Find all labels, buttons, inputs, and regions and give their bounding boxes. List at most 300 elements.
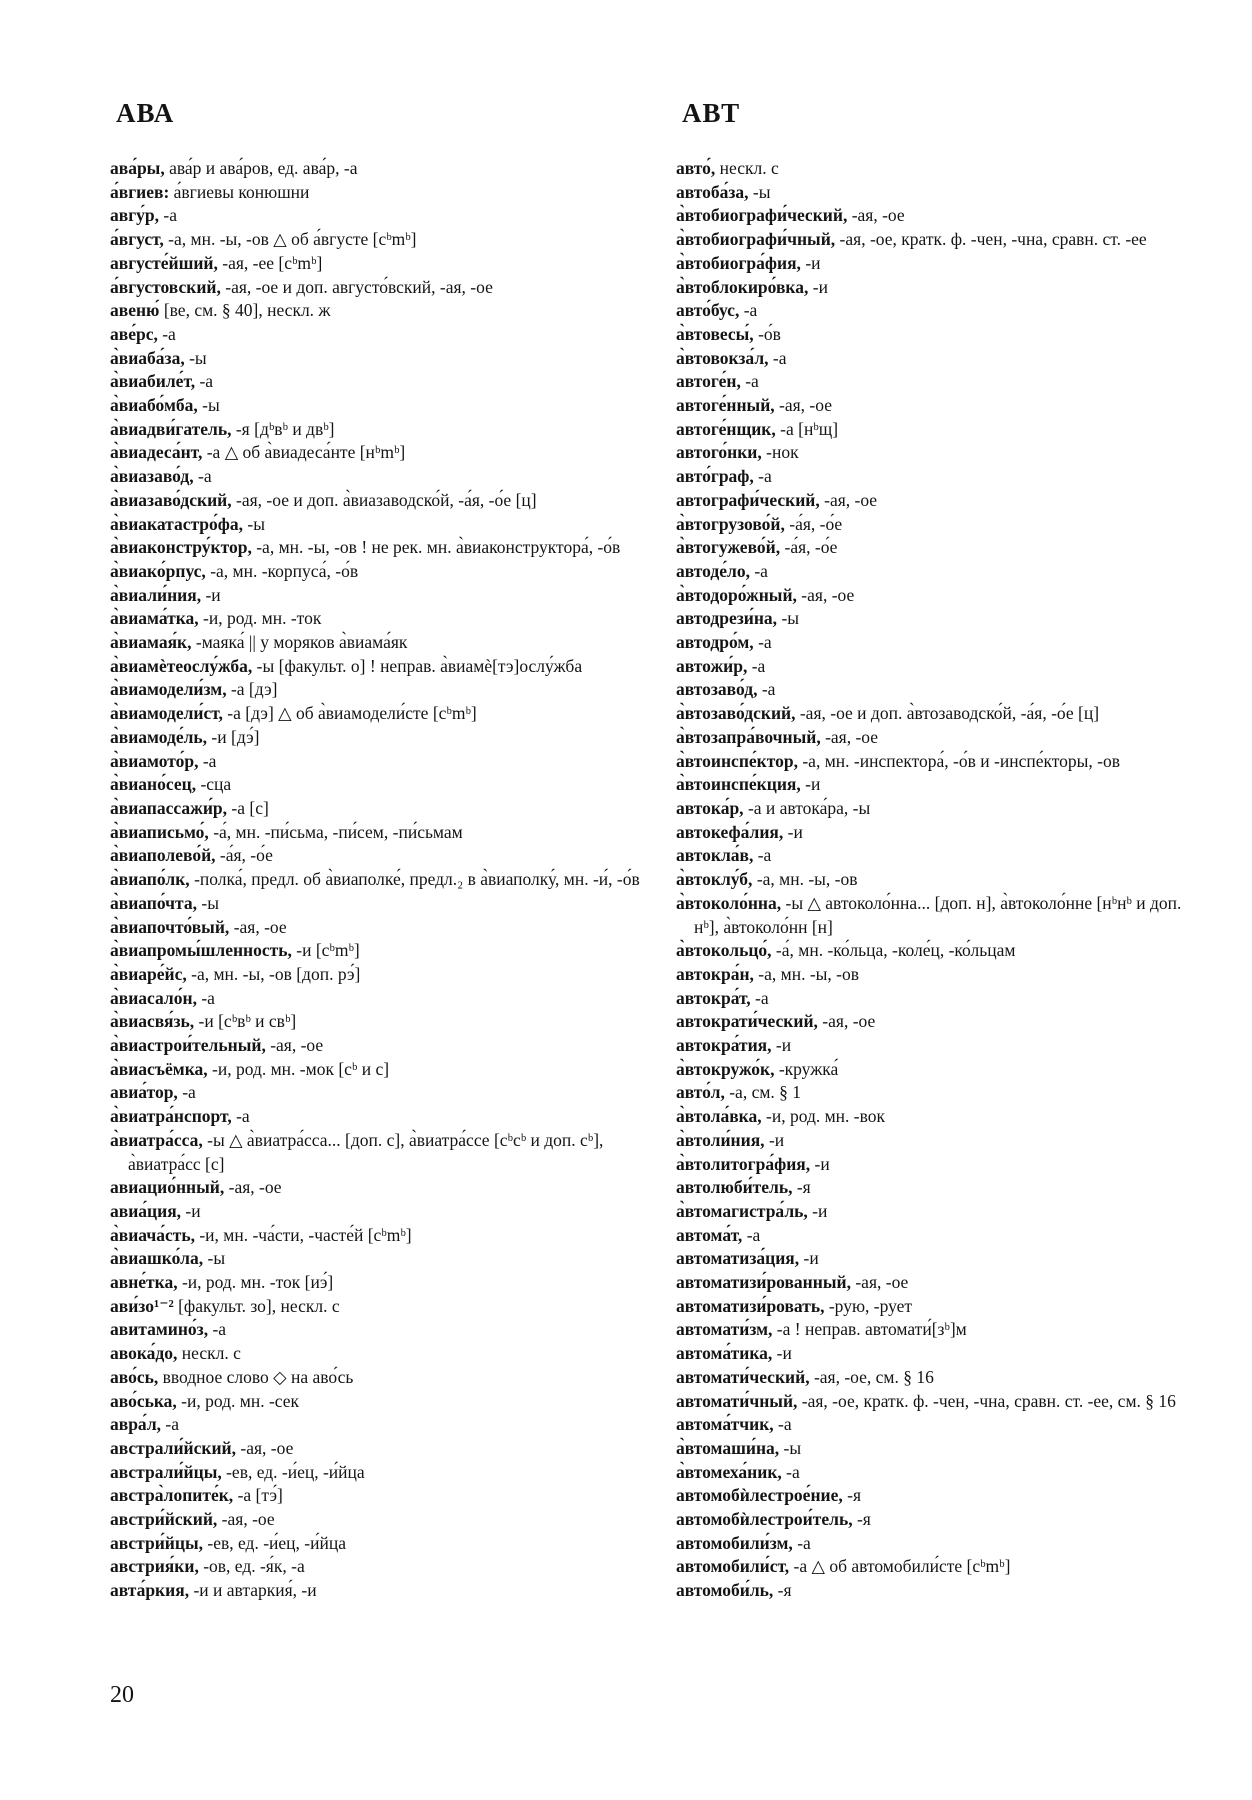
dictionary-entry <box>110 868 640 892</box>
entry-headword: авока́до, <box>110 1343 178 1364</box>
entry-definition: -а [дэ] △ об а̀виамодели́сте [cᵇmᵇ] <box>222 703 477 724</box>
entry-definition: -ы <box>197 892 219 913</box>
entry-headword: а̀втовокза́л, <box>676 347 769 368</box>
page-header-right: АВТ <box>682 98 741 128</box>
entry-definition: -ая, -ое, кратк. ф. -чен, -чна, сравн. ст. -ее, см. § 16 <box>797 1390 1176 1411</box>
dictionary-entry <box>676 1413 1208 1437</box>
entry-definition: -а <box>781 1461 800 1482</box>
dictionary-entry <box>110 987 640 1011</box>
entry-definition: -и и автаркия́, -и <box>189 1580 317 1601</box>
dictionary-entry <box>110 370 640 394</box>
entry-headword: а̀втоли́ния, <box>676 1129 765 1150</box>
entry-headword: а̀втобиографи́ческий, <box>676 205 848 226</box>
dictionary-entry <box>676 513 1208 537</box>
dictionary-entry <box>676 1129 1208 1153</box>
dictionary-entry <box>110 1010 640 1034</box>
entry-definition: -и <box>807 1200 828 1221</box>
entry-headword: австри́йцы, <box>110 1532 204 1553</box>
entry-definition: -а́я, -о́е <box>215 845 273 866</box>
entry-headword: автодрези́на, <box>676 608 778 629</box>
entry-definition: -а, мн. -ы, -ов <box>753 963 859 984</box>
dictionary-entry <box>676 1484 1208 1508</box>
entry-definition: -ая, -ое, см. § 16 <box>809 1366 934 1387</box>
entry-definition: -я <box>842 1485 862 1506</box>
entry-headword: автоба́за, <box>676 181 749 202</box>
entry-definition: -ая, -ое <box>774 395 832 416</box>
entry-headword: а̀виабо́мба, <box>110 395 198 416</box>
dictionary-entry <box>110 678 640 702</box>
entry-definition: -и <box>772 1343 792 1364</box>
entry-headword: а̀виапассажи́р, <box>110 797 228 818</box>
entry-definition: -ая, -ое и доп. а̀виазаводско́й, -а́я, -о́е [ц] <box>231 489 537 510</box>
entry-headword: а̀виапочто́вый, <box>110 916 230 937</box>
entry-definition: -а <box>773 1414 792 1435</box>
entry-headword: автока́р, <box>676 797 744 818</box>
entry-definition: -ев, ед. -и́ец, -и́йца <box>221 1461 365 1482</box>
entry-headword: а̀виасъёмка, <box>110 1058 208 1079</box>
dictionary-entry <box>676 276 1208 300</box>
entry-headword: а̀виапо́лк, <box>110 869 190 890</box>
entry-definition: -а △ об а̀виадеса́нте [нᵇmᵇ] <box>202 442 406 463</box>
dictionary-entry <box>110 1484 640 1508</box>
dictionary-entry <box>676 584 1208 608</box>
entry-definition: -ы <box>197 395 220 416</box>
entry-definition: -сца <box>196 774 232 795</box>
entry-definition: -ая, -ое <box>817 1011 876 1032</box>
dictionary-entry <box>110 204 640 228</box>
entry-definition: нескл. с <box>177 1343 241 1364</box>
entry-headword: автома́тчик, <box>676 1414 774 1435</box>
entry-headword: а̀втоблокиро́вка, <box>676 276 809 297</box>
entry-definition: [факульт. зо], нескл. с <box>173 1295 340 1316</box>
entry-headword: авто́л, <box>676 1082 725 1103</box>
entry-definition: -и <box>181 1200 201 1221</box>
entry-headword: а̀втобиогра́фия, <box>676 252 801 273</box>
dictionary-entry <box>110 513 640 537</box>
entry-definition: -а <box>161 1414 180 1435</box>
entry-definition: -а [нᵇщ] <box>775 418 839 439</box>
entry-definition: -а, мн. -ы, -ов <box>752 869 858 890</box>
entry-headword: автомобѝлестрои́тель, <box>676 1509 853 1530</box>
dictionary-entry <box>110 939 640 963</box>
dictionary-entry <box>110 1129 640 1176</box>
entry-headword: а̀виабиле́т, <box>110 371 196 392</box>
entry-headword: австри́йский, <box>110 1509 218 1530</box>
dictionary-entry <box>676 797 1208 821</box>
entry-headword: а̀втодоро́жный, <box>676 584 797 605</box>
dictionary-entry <box>110 1105 640 1129</box>
entry-headword: а̀виамая́к, <box>110 632 192 653</box>
dictionary-entry <box>110 323 640 347</box>
dictionary-entry <box>110 1413 640 1437</box>
dictionary-entry <box>110 631 640 655</box>
entry-definition: -и <box>201 584 221 605</box>
entry-definition: -ая, -ое <box>229 916 287 937</box>
entry-definition: -ая, -ое <box>820 726 879 747</box>
entry-headword: автоматиза́ция, <box>676 1248 800 1269</box>
entry-headword: автого́нки, <box>676 442 762 463</box>
dictionary-entry <box>110 916 640 940</box>
dictionary-entry <box>676 655 1208 679</box>
dictionary-entry <box>676 868 1208 892</box>
dictionary-entry <box>110 1318 640 1342</box>
page-header-left: АВА <box>116 98 175 128</box>
entry-headword: а̀виаконстру́ктор, <box>110 537 252 558</box>
entry-definition: -а́я, -о́е <box>780 537 838 558</box>
entry-definition: -а́, мн. -ко́льца, -коле́ц, -ко́льцам <box>771 940 1016 961</box>
entry-definition: -ы <box>777 608 800 629</box>
entry-headword: австрали́йцы, <box>110 1461 222 1482</box>
entry-headword: аве́рс, <box>110 323 158 344</box>
entry-headword: а̀втозапра́вочный, <box>676 726 821 747</box>
dictionary-entry <box>676 607 1208 631</box>
entry-definition: -а <box>157 323 176 344</box>
dictionary-entry <box>110 228 640 252</box>
entry-headword: а̀виасало́н, <box>110 987 197 1008</box>
entry-definition: -а <box>208 1319 227 1340</box>
entry-definition: -а, мн. -ы, -ов △ об а́вгусте [cᵇmᵇ] <box>163 229 417 250</box>
entry-definition: -а <box>768 347 787 368</box>
entry-headword: а̀втола́вка, <box>676 1106 762 1127</box>
entry-definition: -ы <box>203 1248 226 1269</box>
entry-headword: автокефа́лия, <box>676 821 784 842</box>
entry-definition: -и <box>764 1129 785 1150</box>
entry-headword: авиацио́нный, <box>110 1177 225 1198</box>
entry-definition: -а <box>195 371 214 392</box>
right-column <box>676 157 1208 1603</box>
dictionary-entry <box>676 560 1208 584</box>
entry-headword: автокра́н, <box>676 963 754 984</box>
entry-definition: -ы <box>243 513 265 534</box>
entry-definition: -а <box>757 679 776 700</box>
entry-definition: -я [дᵇвᵇ и двᵇ] <box>231 418 335 439</box>
entry-headword: автоде́ло, <box>676 560 750 581</box>
dictionary-entry <box>676 1342 1208 1366</box>
entry-headword: автократи́ческий, <box>676 1011 818 1032</box>
dictionary-entry <box>110 1437 640 1461</box>
dictionary-entry <box>676 299 1208 323</box>
entry-headword: автозаво́д, <box>676 679 758 700</box>
dictionary-entry <box>110 347 640 371</box>
dictionary-entry <box>110 1058 640 1082</box>
entry-headword: ава́ры, <box>110 158 165 178</box>
entry-headword: авиа́тор, <box>110 1082 178 1103</box>
dictionary-entry <box>110 1247 640 1271</box>
dictionary-entry <box>110 1034 640 1058</box>
dictionary-entry <box>110 1342 640 1366</box>
dictionary-entry <box>676 1010 1208 1034</box>
dictionary-entry <box>110 1271 640 1295</box>
entry-headword: а̀виадеса́нт, <box>110 442 203 463</box>
dictionary-entry <box>110 797 640 821</box>
entry-headword: а̀виадви́гатель, <box>110 418 232 439</box>
entry-headword: а̀виача́сть, <box>110 1224 195 1245</box>
entry-definition: -а, мн. -ы, -ов [доп. рэ́] <box>186 963 361 984</box>
entry-headword: ави́зо¹⁻² <box>110 1295 174 1316</box>
entry-headword: автодро́м, <box>676 632 754 653</box>
entry-definition: -а [с] <box>227 797 269 818</box>
dictionary-entry <box>676 370 1208 394</box>
dictionary-entry <box>110 750 640 774</box>
entry-definition: -кружка́ <box>774 1058 839 1079</box>
dictionary-entry <box>110 726 640 750</box>
entry-definition: -ы △ а̀виатра́сса... [доп. с], а̀виатра́ссе [cᵇcᵇ и доп. cᵇ], а̀виатра́сс [с] <box>128 1129 604 1174</box>
entry-definition: -а, см. § 1 <box>724 1082 802 1103</box>
entry-definition: -ов, ед. -я́к, -а <box>198 1556 305 1577</box>
entry-headword: автомоби́ль, <box>676 1580 774 1601</box>
entry-definition: -ая, -ое <box>796 584 855 605</box>
entry-definition: -ая, -ое и доп. а̀втозаводско́й, -а́я, -о́е [ц] <box>795 703 1100 724</box>
dictionary-entry <box>676 1081 1208 1105</box>
entry-headword: автомати́зм, <box>676 1319 773 1340</box>
dictionary-entry <box>676 987 1208 1011</box>
entry-definition: а́вгиевы конюшни <box>169 181 310 202</box>
dictionary-entry <box>676 252 1208 276</box>
entry-headword: автолюби́тель, <box>676 1177 793 1198</box>
entry-headword: а̀виатра́сса, <box>110 1129 203 1150</box>
dictionary-entry <box>676 963 1208 987</box>
entry-headword: автома́т, <box>676 1224 743 1245</box>
dictionary-entry <box>110 536 640 560</box>
entry-definition: вводное слово ◇ на аво́сь <box>158 1366 354 1387</box>
entry-definition: -и, род. мн. -ток [иэ́] <box>177 1272 334 1293</box>
entry-definition: -ы △ автоколо́нна... [доп. н], а̀втоколо́нне [нᵇнᵇ и доп. нᵇ], а̀втоколо́нн [н] <box>694 892 1182 937</box>
dictionary-entry <box>110 821 640 845</box>
entry-definition: -а́, мн. -пи́сьма, -пи́сем, -пи́сьмам <box>208 821 463 842</box>
dictionary-entry <box>110 1579 640 1603</box>
dictionary-entry <box>676 1532 1208 1556</box>
entry-definition: -ая, -ое <box>224 1177 282 1198</box>
entry-definition: -а, мн. -инспектора́, -о́в и -инспе́кторы, -ов <box>797 750 1121 771</box>
entry-headword: автожи́р, <box>676 655 748 676</box>
entry-headword: а̀втоколо́нна, <box>676 892 782 913</box>
entry-definition: -ая, -ое и доп. августо́вский, -ая, -ое <box>220 276 493 297</box>
entry-definition: -и, род. мн. -вок <box>761 1106 886 1127</box>
entry-definition: -и, род. мн. -сек <box>176 1390 300 1411</box>
dictionary-entry <box>676 1153 1208 1177</box>
entry-headword: автомобили́ст, <box>676 1556 790 1577</box>
dictionary-entry <box>676 1058 1208 1082</box>
entry-definition: -а <box>792 1532 811 1553</box>
dictionary-entry <box>676 418 1208 442</box>
dictionary-entry <box>676 678 1208 702</box>
dictionary-entry <box>110 394 640 418</box>
entry-headword: а̀виамѐтеослу́жба, <box>110 655 253 676</box>
dictionary-entry <box>110 1295 640 1319</box>
entry-headword: а̀виастрои́тельный, <box>110 1035 266 1056</box>
entry-headword: а̀втоклу́б, <box>676 869 753 890</box>
entry-headword: а̀втокольцо́, <box>676 940 772 961</box>
entry-headword: а̀виазаво́д, <box>110 466 194 487</box>
dictionary-entry <box>110 655 640 679</box>
dictionary-entry <box>676 1105 1208 1129</box>
dictionary-entry <box>676 465 1208 489</box>
dictionary-entry <box>110 584 640 608</box>
dictionary-entry <box>676 702 1208 726</box>
entry-headword: а̀втомеха́ник, <box>676 1461 782 1482</box>
dictionary-entry <box>676 1176 1208 1200</box>
dictionary-entry <box>110 560 640 584</box>
dictionary-entry <box>676 631 1208 655</box>
entry-headword: а̀виамодели́ст, <box>110 703 223 724</box>
dictionary-entry <box>676 892 1208 939</box>
entry-definition: -а [тэ́] <box>233 1485 283 1506</box>
entry-headword: авитамино́з, <box>110 1319 209 1340</box>
entry-headword: авне́тка, <box>110 1272 178 1293</box>
entry-definition: -ы [факульт. о] ! неправ. а̀виамѐ[тэ]ослу́жба <box>252 655 583 676</box>
entry-headword: а́вгиев: <box>110 181 170 202</box>
dictionary-entry <box>676 1366 1208 1390</box>
entry-headword: а̀виама́тка, <box>110 608 199 629</box>
entry-definition: -и <box>771 1035 792 1056</box>
entry-definition: -а <box>750 987 769 1008</box>
dictionary-entry <box>676 1271 1208 1295</box>
entry-headword: а̀виатра́нспорт, <box>110 1106 232 1127</box>
entry-headword: а̀виаписьмо́, <box>110 821 209 842</box>
entry-headword: автографи́ческий, <box>676 489 820 510</box>
dictionary-entry <box>676 1461 1208 1485</box>
dictionary-entry <box>676 773 1208 797</box>
entry-headword: авгу́р, <box>110 205 160 226</box>
entry-definition: -а <box>193 466 212 487</box>
dictionary-entry <box>676 1224 1208 1248</box>
entry-headword: автокла́в, <box>676 845 754 866</box>
entry-definition: -и [cᵇвᵇ и свᵇ] <box>194 1011 297 1032</box>
entry-definition: -я <box>852 1509 871 1530</box>
entry-headword: автомати́ческий, <box>676 1366 810 1387</box>
dictionary-entry <box>676 821 1208 845</box>
dictionary-entry <box>110 607 640 631</box>
entry-definition: -ая, -ое <box>236 1437 294 1458</box>
entry-headword: авеню́ <box>110 300 160 321</box>
entry-definition: -и <box>783 821 803 842</box>
entry-definition: -а <box>198 750 217 771</box>
entry-definition: -ая, -ее [cᵇmᵇ] <box>217 252 323 273</box>
entry-definition: -а △ об автомобили́сте [cᵇmᵇ] <box>789 1556 1011 1577</box>
dictionary-entry <box>676 1318 1208 1342</box>
dictionary-entry <box>110 299 640 323</box>
dictionary-entry <box>110 773 640 797</box>
entry-headword: а̀втозаво́дский, <box>676 703 796 724</box>
dictionary-entry <box>110 1200 640 1224</box>
dictionary-entry <box>110 1176 640 1200</box>
entry-definition: -а <box>159 205 177 226</box>
entry-headword: а̀виако́рпус, <box>110 560 206 581</box>
entry-definition: -ы <box>184 347 207 368</box>
entry-definition: -а <box>753 466 772 487</box>
entry-definition: -а и автока́ра, -ы <box>743 797 871 818</box>
entry-headword: а̀виаба́за, <box>110 347 185 368</box>
dictionary-entry <box>110 441 640 465</box>
dictionary-entry <box>110 892 640 916</box>
entry-headword: автоматизи́рованный, <box>676 1272 851 1293</box>
dictionary-entry <box>676 441 1208 465</box>
dictionary-entry <box>676 323 1208 347</box>
entry-definition: -а́я, -о́е <box>784 513 843 534</box>
dictionary-entry <box>110 844 640 868</box>
dictionary-entry <box>110 252 640 276</box>
entry-definition: -и <box>800 774 821 795</box>
entry-definition: -ев, ед. -и́ец, -и́йца <box>203 1532 346 1553</box>
entry-definition: -а <box>740 371 759 392</box>
entry-definition: -ая, -ое <box>265 1035 324 1056</box>
entry-definition: -а [дэ] <box>226 679 278 700</box>
dictionary-entry <box>676 1508 1208 1532</box>
entry-headword: автоге́нщик, <box>676 418 776 439</box>
entry-headword: а̀виамоде́ль, <box>110 726 208 747</box>
entry-definition: -рую, -рует <box>824 1295 913 1316</box>
entry-headword: австра̀лопите́к, <box>110 1485 234 1506</box>
dictionary-entry <box>110 1461 640 1485</box>
dictionary-entry <box>110 276 640 300</box>
dictionary-entry <box>110 418 640 442</box>
entry-definition: -ая, -ое <box>847 205 905 226</box>
dictionary-entry <box>676 536 1208 560</box>
entry-headword: а̀виакатастро́фа, <box>110 513 244 534</box>
entry-definition: [ве, см. § 40], нескл. ж <box>159 300 331 321</box>
entry-headword: автокра́т, <box>676 987 751 1008</box>
entry-headword: а̀втоинспе́кция, <box>676 774 801 795</box>
dictionary-entry <box>676 1034 1208 1058</box>
entry-definition: -нок <box>761 442 799 463</box>
entry-definition: -а <box>753 632 772 653</box>
entry-headword: а̀виапромы́шленность, <box>110 940 292 961</box>
entry-headword: авто́граф, <box>676 466 754 487</box>
entry-definition: -а <box>749 560 768 581</box>
dictionary-entry <box>676 1200 1208 1224</box>
entry-headword: авто́, <box>676 158 716 178</box>
entry-headword: а̀втолитогра́фия, <box>676 1153 811 1174</box>
entry-definition: ава́р и ава́ров, ед. ава́р, -а <box>164 158 358 178</box>
entry-definition: -полка́, предл. об а̀виаполке́, предл.₂ в а̀виаполку́, мн. -и́, -о́в <box>189 869 640 890</box>
dictionary-entry <box>110 181 640 205</box>
entry-headword: а̀втогрузово́й, <box>676 513 785 534</box>
entry-definition: -я <box>792 1177 811 1198</box>
entry-definition: -ая, -ое, кратк. ф. -чен, -чна, сравн. ст. -ее <box>835 229 1147 250</box>
dictionary-entry <box>110 1508 640 1532</box>
dictionary-entry <box>676 394 1208 418</box>
entry-definition: -и, род. мн. -мок [cᵇ и с] <box>207 1058 390 1079</box>
entry-definition: -и <box>799 1248 819 1269</box>
entry-definition: -а <box>231 1106 250 1127</box>
dictionary-entry <box>110 465 640 489</box>
entry-headword: аво́сь, <box>110 1366 159 1387</box>
entry-definition: -и <box>800 252 821 273</box>
entry-headword: а̀виано́сец, <box>110 774 197 795</box>
entry-headword: автомобѝлестрое́ние, <box>676 1485 843 1506</box>
left-column <box>110 157 640 1603</box>
entry-headword: авто́бус, <box>676 300 740 321</box>
entry-definition: -я <box>773 1580 792 1601</box>
dictionary-entry <box>676 1437 1208 1461</box>
entry-definition: -а ! неправ. автомати́[зᵇ]м <box>772 1319 967 1340</box>
entry-definition: -а <box>747 655 766 676</box>
entry-headword: августе́йший, <box>110 252 218 273</box>
dictionary-entry <box>676 204 1208 228</box>
entry-definition: -а <box>177 1082 196 1103</box>
page-number: 20 <box>110 1682 134 1708</box>
entry-definition: -и [cᵇmᵇ] <box>291 940 360 961</box>
entry-definition: нескл. с <box>715 158 779 178</box>
dictionary-entry <box>676 844 1208 868</box>
entry-headword: аво́ська, <box>110 1390 177 1411</box>
entry-headword: а̀втовесы́, <box>676 323 754 344</box>
entry-headword: а̀виали́ния, <box>110 584 202 605</box>
entry-definition: -а, мн. -ы, -ов ! не рек. мн. а̀виаконструктора́, -о́в <box>251 537 621 558</box>
entry-headword: а̀виашко́ла, <box>110 1248 204 1269</box>
entry-headword: австрали́йский, <box>110 1437 237 1458</box>
dictionary-entry <box>676 157 1208 181</box>
